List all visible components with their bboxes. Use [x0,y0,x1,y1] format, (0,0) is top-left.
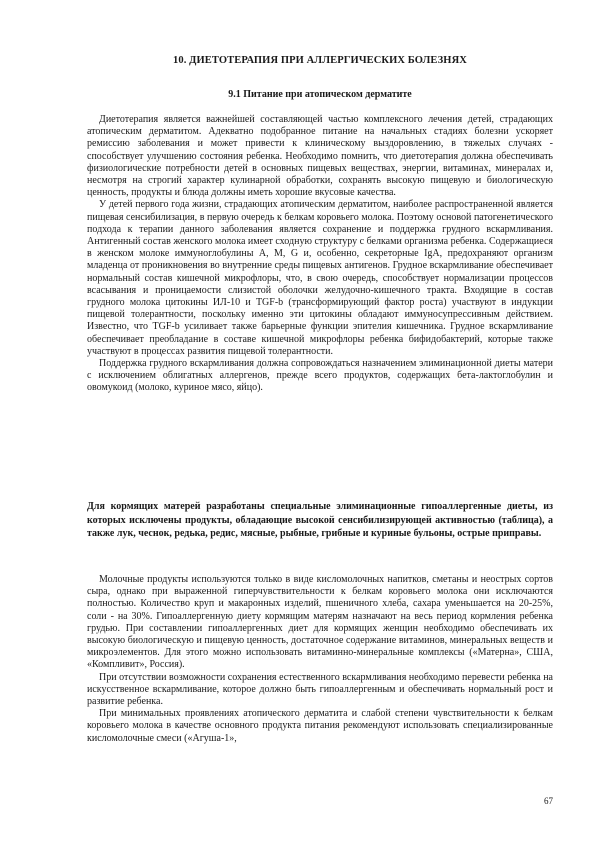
paragraph-artificial-feeding: При отсутствии возможности сохранения естественного вскармливания необходимо перевести ребенка на искусственное вскармливание, которое должно быть гипоаллергенным и обеспечивать нормальный рост и развитие ребенка. [87,671,553,708]
paragraph-infants: У детей первого года жизни, страдающих атопическим дерматитом, наиболее распространенной является пищевая сенсибилизация, в первую очередь к белкам коровьего молока. Поэтому основой патогенетического подхода к терапии данного заболевания является сохранение и поддержка грудного вскармливания. Антигенный состав женского молока имеет сходную структуру с белками организма ребенка. Содержащиеся в женском молоке иммуноглобулины A, M, G и, особенно, секреторные IgA, предохраняют организм младенца от проникновения во внутренние среды пищевых антигенов. Грудное вскармливание обеспечивает нормальный состав кишечной микрофлоры, что, в свою очередь, способствует нормализации процессов всасывания и проницаемости слизистой оболочки желудочно-кишечного тракта. Входящие в состав грудного молока цитокины ИЛ-10 и TGF-b (трансформирующий фактор роста) участвуют в индукции пищевой толерантности, поскольку именно эти цитокины обладают иммуносупрессивным действием. Известно, что TGF-b усиливает также барьерные функции эпителия кишечника. Грудное вскармливание обеспечивает преобладание в составе кишечной микрофлоры ребенка бифидобактерий, которые также участвуют в процессах развития пищевой толерантности. [87,199,553,357]
paragraph-dairy: Молочные продукты используются только в виде кисломолочных напитков, сметаны и неострых сортов сыра, однако при выраженной гиперчувствительности к белкам коровьего молока они исключаются полностью. Количество круп и макаронных изделий, пшеничного хлеба, сахара уменьшается на 20-25%, соли - на 30%. Гипоаллергенную диету кормящим матерям назначают на весь период кормления ребенка грудью. При составлении гипоаллергенных диет для кормящих женщин необходимо обеспечивать их высокую биологическую и пищевую ценность, достаточное содержание витаминов, минеральных веществ и микроэлементов. Для этого можно использовать витаминно-минеральные комплексы («Матерна», США, «Компливит», Россия). [87,574,553,671]
body-text-top [87,114,553,395]
section-title: 9.1 Питание при атопическом дерматите [228,89,412,100]
paragraph-intro: Диетотерапия является важнейшей составляющей частью комплексного лечения детей, страдающих атопическим дерматитом. Адекватно подобранное питание на начальных стадиях болезни ускоряет ремиссию заболевания и может привести к клиническому выздоровлению, в тяжелых случаях - способствует улучшению состояния ребенка. Необходимо помнить, что диетотерапия должна обеспечивать физиологические потребности детей в основных пищевых веществах, энергии, витаминах, минералах и, несмотря на строгий характер кулинарной обработки, сохранять высокую пищевую и биологическую ценность, продукты и блюда должны иметь хорошие вкусовые качества. [87,114,553,199]
paragraph-breastfeeding-support: Поддержка грудного вскармливания должна сопровождаться назначением элиминационной диеты матери с исключением облигатных аллергенов, прежде всего продуктов, содержащих бета-лактоглобулин и овомукоид (молоко, куриное мясо, яйцо). [87,358,553,394]
page-number: 67 [544,796,553,806]
bold-paragraph-diets: Для кормящих матерей разработаны специальные элиминационные гипоаллергенные диеты, из которых исключены продукты, обладающие высокой сенсибилизирующей активностью (таблица), а также лук, чеснок, редька, редис, мясные, рыбные, грибные и куриные бульоны, острые приправы. [87,501,553,540]
body-text-bottom [87,574,553,745]
paragraph-minimal-manifestations: При минимальных проявлениях атопического дерматита и слабой степени чувствительности к белкам коровьего молока в качестве основного продукта питания рекомендуют использовать специализированные кисломолочные смеси («Агуша-1», [87,708,553,744]
chapter-title: 10. ДИЕТОТЕРАПИЯ ПРИ АЛЛЕРГИЧЕСКИХ БОЛЕЗНЯХ [173,55,467,66]
